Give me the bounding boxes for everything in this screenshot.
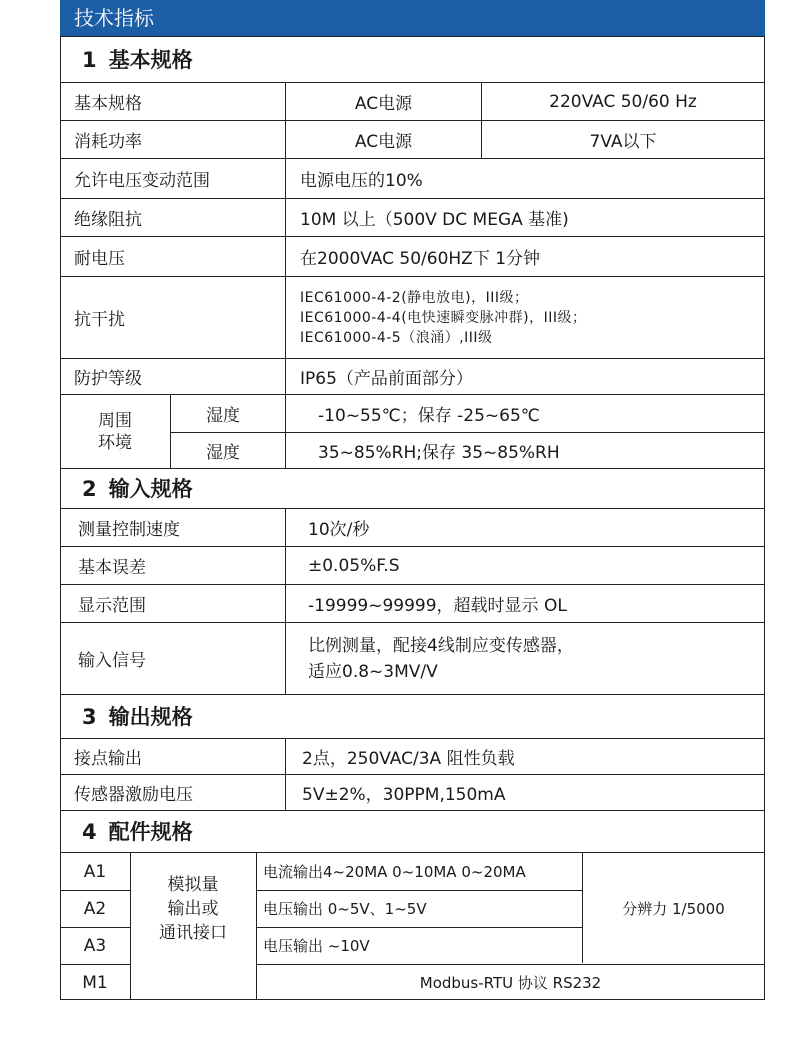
divider bbox=[285, 277, 286, 358]
row-value: 5V±2%，30PPM,150mA bbox=[302, 785, 506, 805]
row-label: 显示范围 bbox=[78, 596, 146, 616]
resolution-value: 分辨力 1/5000 bbox=[622, 900, 725, 918]
section-title: 基本规格 bbox=[108, 48, 193, 72]
section-number: 1 bbox=[82, 48, 97, 72]
table-row-excitation bbox=[60, 774, 765, 810]
code-a2: A2 bbox=[83, 898, 107, 919]
row-label: 消耗功率 bbox=[74, 132, 142, 152]
row-label: 湿度 bbox=[206, 406, 240, 426]
divider bbox=[285, 159, 286, 198]
row-value: AC电源 bbox=[354, 132, 413, 152]
row-label: 绝缘阻抗 bbox=[74, 210, 142, 230]
section-number: 4 bbox=[82, 820, 97, 844]
row-value: ±0.05%F.S bbox=[308, 555, 400, 576]
signal-line: 比例测量，配接4线制应变传感器， bbox=[308, 635, 574, 656]
signal-line: 适应0.8~3MV/V bbox=[308, 661, 438, 682]
code-a1: A1 bbox=[83, 861, 107, 882]
environment-label bbox=[60, 395, 170, 468]
row-value: -10~55℃；保存 -25~65℃ bbox=[318, 406, 540, 426]
divider bbox=[285, 199, 286, 236]
emc-line: IEC61000-4-4(电快速瞬变脉冲群)，III级； bbox=[300, 309, 587, 326]
emc-line: IEC61000-4-5（浪涌）,III级 bbox=[300, 329, 493, 346]
section-title: 配件规格 bbox=[108, 820, 193, 844]
page-title: 技术指标 bbox=[60, 0, 765, 36]
divider bbox=[285, 775, 286, 810]
environment-temp-row bbox=[170, 395, 800, 432]
divider bbox=[285, 359, 286, 394]
divider bbox=[285, 739, 286, 774]
row-label: 传感器激励电压 bbox=[74, 785, 193, 805]
table-row-withstand bbox=[60, 236, 765, 276]
section-number: 3 bbox=[82, 705, 97, 729]
divider bbox=[285, 432, 286, 469]
divider bbox=[285, 237, 286, 276]
divider bbox=[285, 623, 286, 694]
row-value: 220VAC 50/60 Hz bbox=[549, 91, 697, 112]
section-accessories-heading bbox=[60, 810, 765, 852]
section-input-heading bbox=[60, 468, 765, 508]
desc-a1: 电流输出4~20MA 0~10MA 0~20MA bbox=[263, 863, 526, 881]
desc-a2: 电压输出 0~5V、1~5V bbox=[263, 900, 427, 918]
label-line: 通讯接口 bbox=[159, 922, 227, 943]
section-title: 输出规格 bbox=[108, 705, 193, 729]
label-line: 模拟量 bbox=[167, 874, 219, 895]
row-label: 测量控制速度 bbox=[78, 520, 180, 540]
row-value: AC电源 bbox=[354, 94, 413, 114]
label-line: 环境 bbox=[98, 432, 132, 453]
code-a3: A3 bbox=[83, 935, 107, 956]
row-label: 允许电压变动范围 bbox=[74, 171, 210, 191]
table-row-voltage-range bbox=[60, 158, 765, 198]
row-value bbox=[308, 623, 574, 694]
table-row-speed bbox=[60, 508, 765, 546]
row-value: 2点，250VAC/3A 阻性负载 bbox=[302, 749, 515, 769]
row-label: 防护等级 bbox=[74, 369, 142, 389]
table-row-signal bbox=[60, 622, 765, 694]
label-line: 输出或 bbox=[167, 898, 219, 919]
row-label: 接点输出 bbox=[74, 749, 142, 769]
table-row-display bbox=[60, 584, 765, 622]
divider bbox=[285, 395, 286, 432]
section-output-heading bbox=[60, 694, 765, 738]
row-label: 耐电压 bbox=[74, 249, 125, 269]
table-row-power bbox=[60, 120, 765, 158]
table-row-error bbox=[60, 546, 765, 584]
accessory-group-label bbox=[130, 853, 256, 964]
label-line: 周围 bbox=[98, 410, 132, 431]
row-label: 抗干扰 bbox=[74, 310, 125, 330]
table-row-emc bbox=[60, 276, 765, 358]
table-row-insulation bbox=[60, 198, 765, 236]
row-value: IP65（产品前面部分） bbox=[300, 369, 473, 389]
row-value: 在2000VAC 50/60HZ下 1分钟 bbox=[300, 249, 541, 269]
row-label: 湿度 bbox=[206, 443, 240, 463]
section-title: 输入规格 bbox=[108, 477, 193, 501]
emc-line: IEC61000-4-2(静电放电)，III级； bbox=[300, 289, 529, 306]
code-m1: M1 bbox=[82, 972, 108, 993]
row-value: 7VA以下 bbox=[589, 132, 657, 152]
table-row-spec bbox=[60, 82, 765, 120]
row-value: -19999~99999，超载时显示 OL bbox=[308, 596, 567, 616]
table-row-protection bbox=[60, 358, 765, 394]
row-value: 10次/秒 bbox=[308, 520, 370, 540]
desc-m1: Modbus-RTU 协议 RS232 bbox=[419, 974, 602, 992]
row-value: 10M 以上（500V DC MEGA 基准) bbox=[300, 210, 569, 230]
divider bbox=[285, 547, 286, 584]
row-value: 35~85%RH;保存 35~85%RH bbox=[318, 443, 560, 463]
environment-humidity-row bbox=[170, 432, 800, 469]
row-label: 基本规格 bbox=[74, 94, 142, 114]
accessories-table bbox=[60, 852, 765, 1000]
divider bbox=[285, 585, 286, 622]
row-value bbox=[300, 277, 587, 358]
desc-a3: 电压输出 ~10V bbox=[263, 937, 370, 955]
section-basic-heading bbox=[60, 36, 765, 82]
row-label: 基本误差 bbox=[78, 558, 146, 578]
section-number: 2 bbox=[82, 477, 97, 501]
divider bbox=[285, 509, 286, 546]
table-row-environment bbox=[60, 394, 765, 468]
row-value: 电源电压的10% bbox=[300, 171, 423, 191]
table-row-contact bbox=[60, 738, 765, 774]
row-label: 输入信号 bbox=[78, 651, 146, 671]
